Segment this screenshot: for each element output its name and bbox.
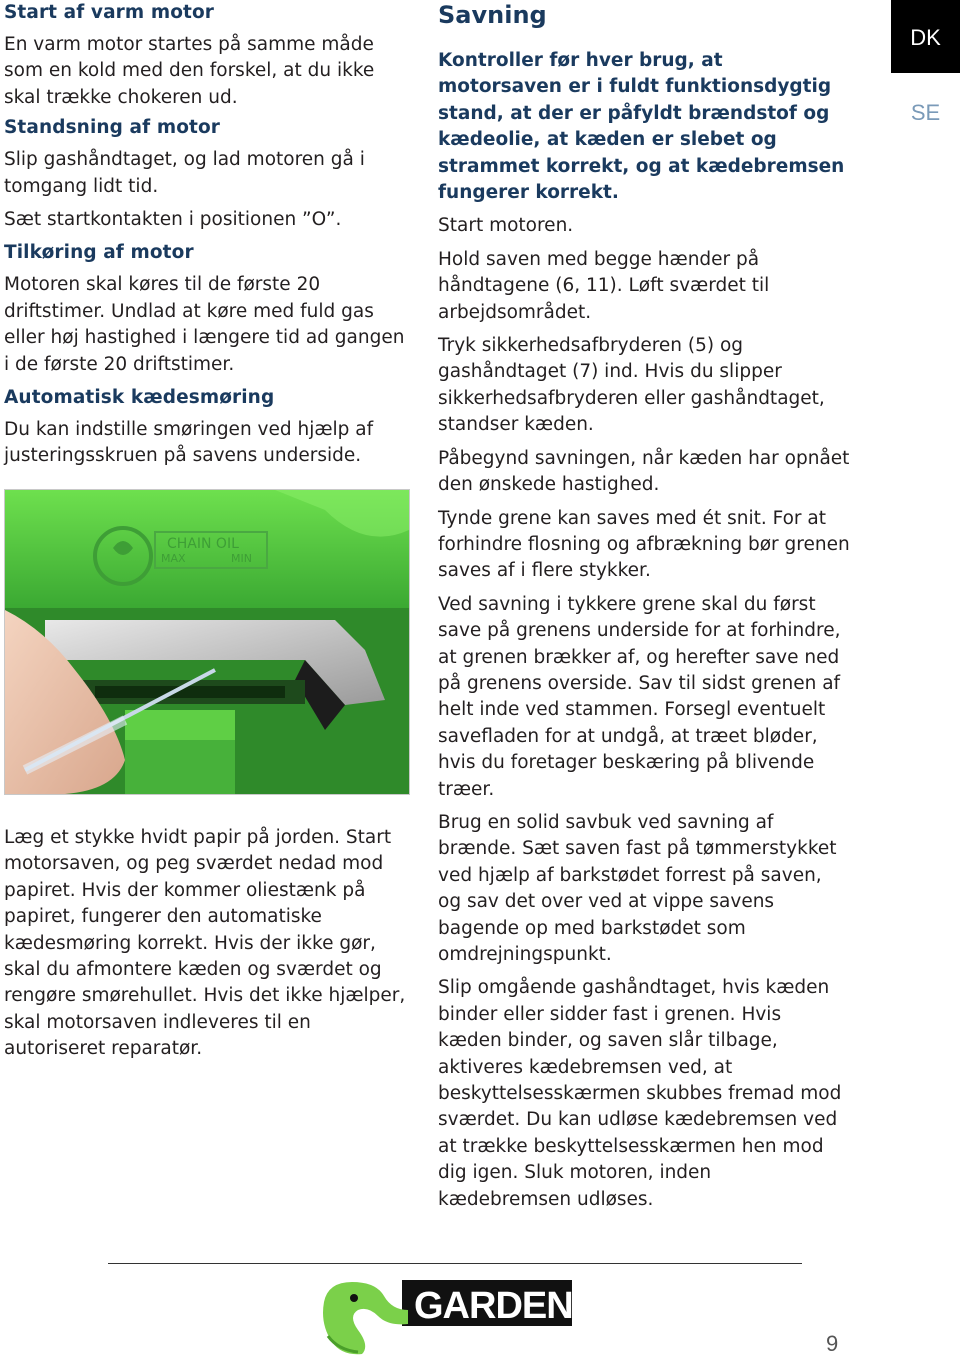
savning-paragraph: Påbegynd savningen, når kæden har opnået den ønskede hastighed.	[438, 447, 850, 496]
lubrication-text: Du kan indstille smøringen ved hjælp af justeringsskruen på savens underside.	[4, 419, 374, 467]
heading-running-in: Tilkøring af motor	[4, 242, 194, 264]
page-number: 9	[826, 1331, 839, 1356]
savning-paragraph: Brug en solid savbuk ved savning af brænde. Sæt saven fast på tømmerstykket ved hjælp af barkstødet forrest på saven, og sav det over ved at vippe savens bagende op med barkstødet som omdrejningspunkt.	[438, 811, 837, 965]
language-tab-se[interactable]: SE	[910, 100, 941, 125]
chain-oil-photo	[4, 489, 410, 795]
heading-stop-motor: Standsning af motor	[4, 117, 220, 139]
chain-oil-label: CHAIN OIL	[167, 535, 239, 552]
running-in-text: Motoren skal køres til de første 20 driftstimer. Undlad at køre med fuld gas eller høj hastighed i længere tid ad gangen i de første 20 driftstimer.	[4, 274, 405, 375]
right-column	[438, 0, 850, 1220]
heading-lubrication: Automatisk kædesmøring	[4, 387, 275, 409]
savning-paragraph: Start motoren.	[438, 215, 574, 237]
chain-oil-max: MAX	[161, 551, 186, 565]
savning-paragraph: Tryk sikkerhedsafbryderen (5) og gashåndtaget (7) ind. Hvis du slipper sikkerhedsafbryderen eller gashåndtaget, standser kæden.	[438, 335, 825, 436]
heading-warm-start: Start af varm motor	[4, 2, 214, 23]
savning-paragraph: Ved savning i tykkere grene skal du først save på grenens underside for at forhindre, at grenen brækker af, og herefter save ned på grenens overside. Sav til sidst grenen af helt inde ved stammen. Forsegl eventuelt savefladen for at undgå, at træet bløder, hvis du foretager beskæring på blivende træer.	[438, 593, 841, 800]
savning-paragraph: Hold saven med begge hænder på håndtagene (6, 11). Løft sværdet til arbejdsområdet.	[438, 248, 770, 323]
savning-lead: Kontroller før hver brug, at motorsaven er i fuldt funktionsdygtig stand, at der er påfyldt brændstof og kædeolie, at kæden er slebet og strammet korrekt, og at kædebremsen fungerer korrekt.	[438, 50, 845, 204]
chain-oil-photo-illustration	[5, 490, 409, 794]
section-title-savning: Savning	[438, 1, 547, 29]
savning-paragraph: Tynde grene kan saves med ét snit. For at forhindre flosning og afbrækning bør grenen saves af i flere stykker.	[438, 507, 850, 582]
savning-paragraph: Slip omgående gashåndtaget, hvis kæden binder eller sidder fast i grenen. Hvis kæden binder, og saven slår tilbage, aktiveres kædebremsen ved, at beskyttelsesskærmen skubbes fremad mod sværdet. Du kan udløse kædebremsen ved at trække beskyttelsesskærmen hen mod dig igen. Sluk motoren, inden kædebremsen udløses.	[438, 977, 842, 1210]
paper-test-text: Læg et stykke hvidt papir på jorden. Start motorsaven, og peg sværdet nedad mod papiret. Hvis der kommer oliestænk på papiret, fungerer den automatiske kædesmøring korrekt. Hvis der ikke gør, skal du afmontere kæden og sværdet og rengøre smørehullet. Hvis det ikke hjælper, skal motorsaven indleveres til en autoriseret reparatør.	[4, 826, 406, 1060]
garden-logo-text: GARDEN	[414, 1285, 573, 1327]
stop-text-1: Slip gashåndtaget, og lad motoren gå i tomgang lidt tid.	[4, 149, 365, 197]
left-column	[4, 0, 414, 1070]
footer-divider	[108, 1263, 802, 1264]
stop-text-2: Sæt startkontakten i positionen ”O”.	[4, 209, 342, 231]
chain-oil-min: MIN	[231, 551, 252, 565]
warm-start-text: En varm motor startes på samme måde som en kold med den forskel, at du ikke skal trække chokeren ud.	[4, 34, 375, 108]
garden-logo	[318, 1276, 574, 1356]
language-tab-dk[interactable]: DK	[891, 0, 960, 73]
